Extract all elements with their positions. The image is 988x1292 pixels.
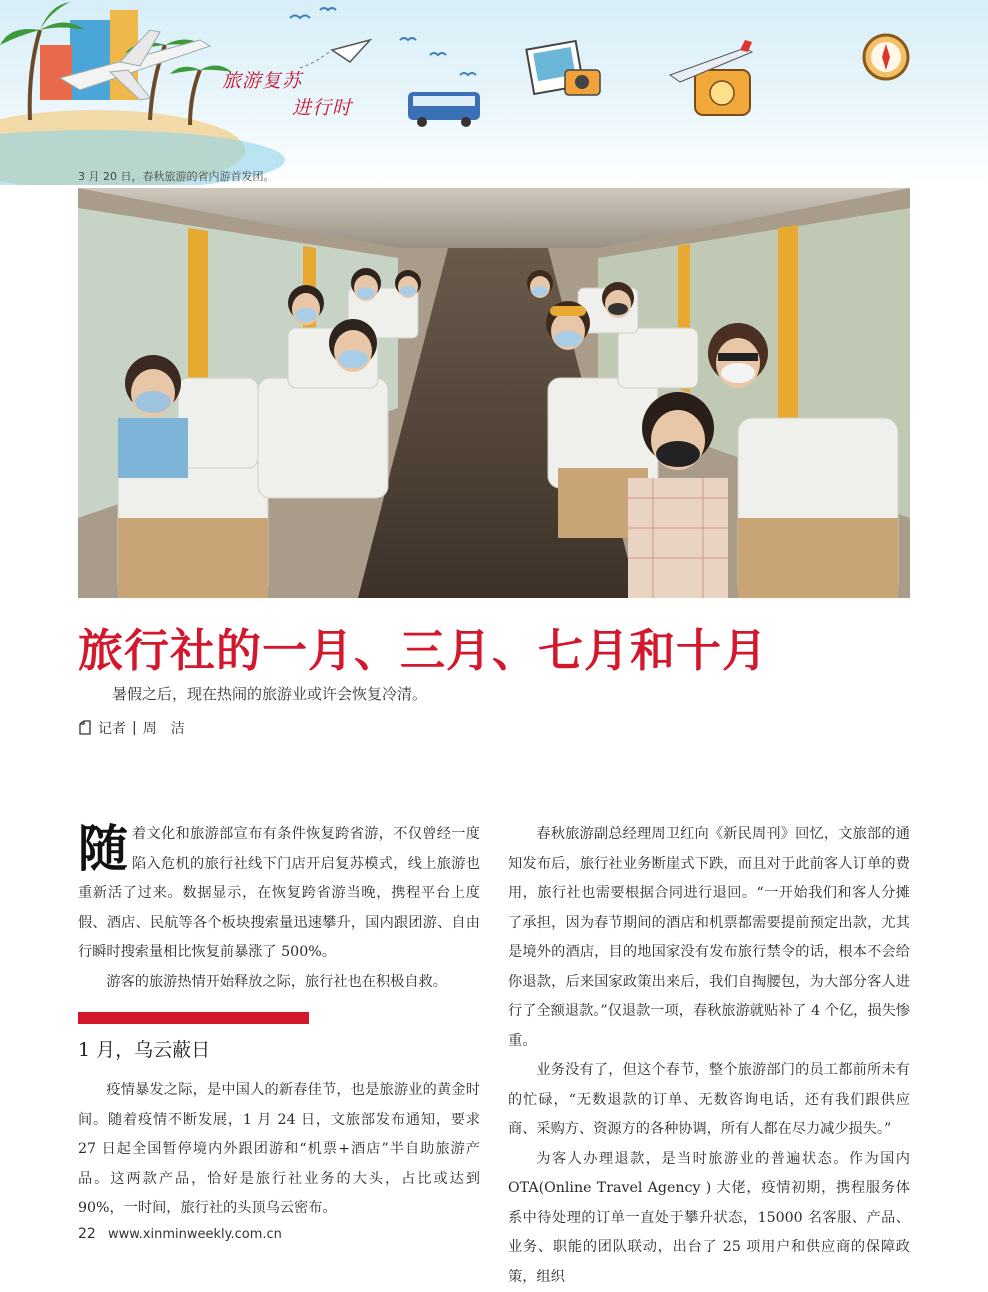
compass-icon <box>864 35 908 79</box>
right-column <box>508 820 910 1292</box>
section-divider-bar <box>78 1012 309 1024</box>
bus-icon <box>408 92 480 127</box>
intro-paragraph <box>78 820 480 968</box>
paper-plane-icon <box>300 40 370 68</box>
building-shape <box>40 45 72 100</box>
article-subtitle: 暑假之后，现在热闹的旅游业或许会恢复冷清。 <box>112 683 427 704</box>
bus-interior-photo <box>78 188 910 598</box>
banner-illustration <box>0 0 988 185</box>
paragraph: 业务没有了，但这个春节，整个旅游部门的员工都前所未有的忙碌，“无数退款的订单、无数咨询电话，还有我们跟供应商、采购方、资源方的各种协调，所有人都在尽力减少损失。” <box>508 1056 910 1145</box>
paragraph: 春秋旅游副总经理周卫红向《新民周刊》回忆，文旅部的通知发布后，旅行社业务断崖式下跌，而且对于此前客人订单的费用，旅行社也需要根据合同进行退回。“一开始我们和客人分摊了承担，因为春节期间的酒店和机票都需要提前预定出款，尤其是境外的酒店，目的地国家没有发布旅行禁令的话，根本不会给你退款，后来国家政策出来后，我们自掏腰包，为大部分客人进行了全额退款。”仅退款一项，春秋旅游就贴补了 4 个亿，损失惨重。 <box>508 820 910 1056</box>
byline-name: 周 洁 <box>143 718 185 738</box>
drop-cap: 随 <box>78 824 128 874</box>
page-footer <box>78 1226 282 1242</box>
byline-separator: | <box>132 720 137 736</box>
article-headline: 旅行社的一月、三月、七月和十月 <box>78 614 938 679</box>
section-tag-line1: 旅游复苏 <box>222 66 302 93</box>
pen-icon <box>78 720 92 736</box>
header-banner <box>0 0 988 185</box>
paragraph: 为客人办理退款，是当时旅游业的普遍状态。作为国内 OTA(Online Travel Agency ) 大佬，疫情初期，携程服务体系中待处理的订单一直处于攀升状态，15000 名客服、产品、业务、职能的团队联动，出台了 25 项用户和供应商的保障政策，组织 <box>508 1145 910 1292</box>
page-number: 22 <box>78 1226 96 1242</box>
photo-caption: 3 月 20 日，春秋旅游的省内游首发团。 <box>78 168 274 184</box>
website-link[interactable]: www.xinminweekly.com.cn <box>108 1227 282 1242</box>
paragraph: 疫情暴发之际，是中国人的新春佳节，也是旅游业的黄金时间。随着疫情不断发展，1 月 24 日，文旅部发布通知，要求 27 日起全国暂停境内外跟团游和“机票+酒店”半自助旅游产品。这两款产品，恰好是旅行社业务的大头，占比或达到 90%，一时间，旅行社的头顶乌云密布。 <box>78 1076 480 1224</box>
section-heading: 1 月，乌云蔽日 <box>78 1035 210 1062</box>
birds-icon <box>290 8 476 75</box>
left-column-section <box>78 1076 480 1224</box>
camera-photos-icon <box>526 41 600 95</box>
byline <box>78 718 185 738</box>
bus-interior-illustration <box>78 188 910 598</box>
suitcase-icon <box>670 40 752 115</box>
left-column-intro <box>78 820 480 997</box>
paragraph: 游客的旅游热情开始释放之际，旅行社也在积极自救。 <box>78 968 480 998</box>
byline-label: 记者 <box>98 718 126 738</box>
intro-paragraph-text: 着文化和旅游部宣布有条件恢复跨省游，不仅曾经一度陷入危机的旅行社线下门店开启复苏模式，线上旅游也重新活了过来。数据显示，在恢复跨省游当晚，携程平台上度假、酒店、民航等各个板块搜索量迅速攀升，国内跟团游、自由行瞬时搜索量相比恢复前暴涨了 500%。 <box>78 826 480 960</box>
section-tag-line2: 进行时 <box>292 93 352 120</box>
